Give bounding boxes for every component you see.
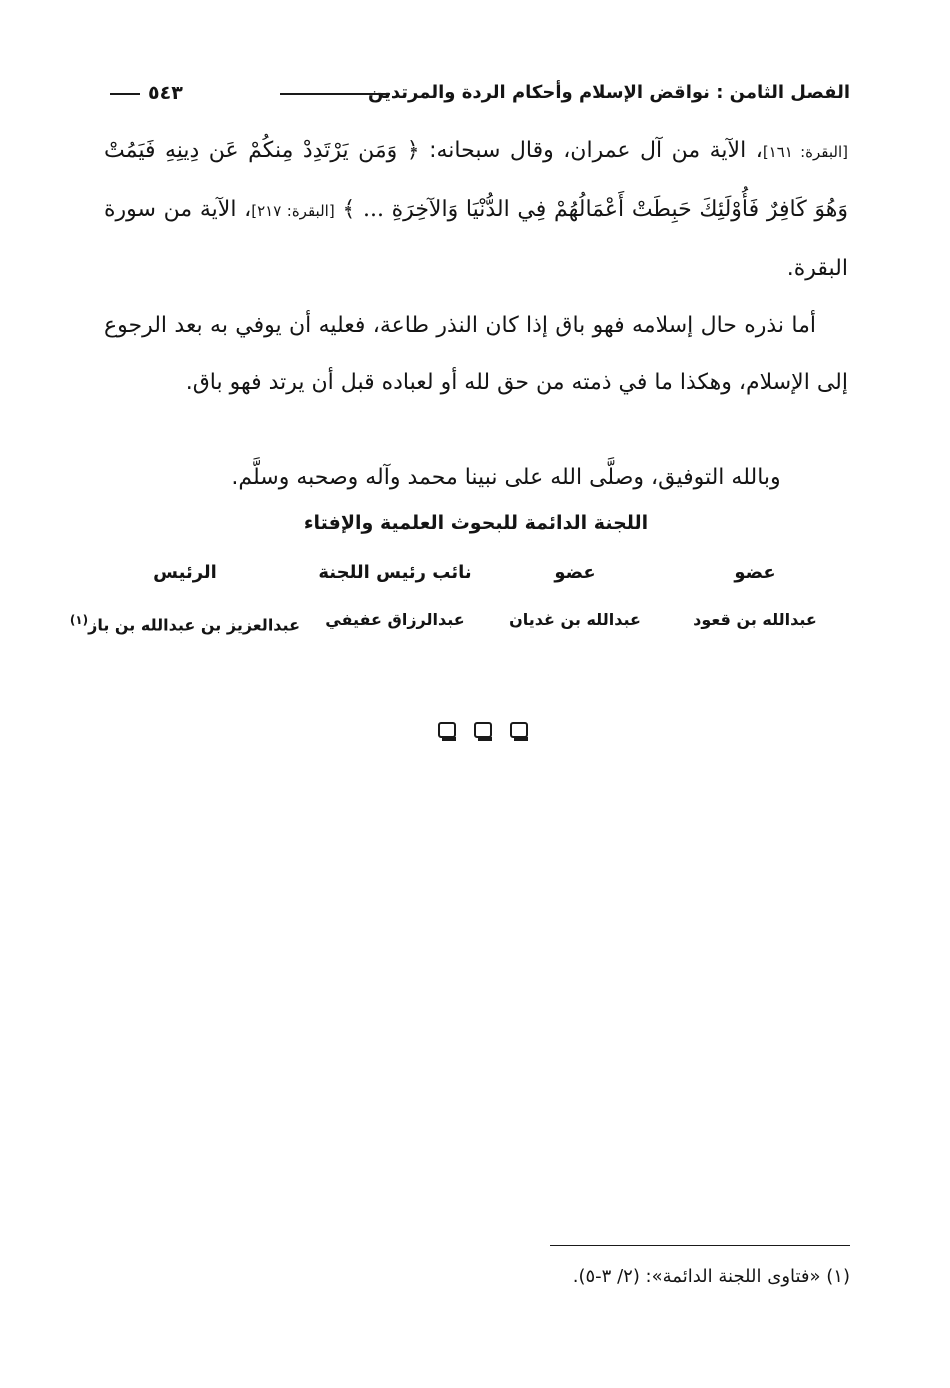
- member-role: نائب رئيس اللجنة: [318, 562, 472, 583]
- paragraph-2: أما نذره حال إسلامه فهو باق إذا كان النذر طاعة، فعليه أن يوفي به بعد الرجوع إلى الإسلام، وهكذا ما في ذمته من حق لله أو لعباده قبل أن يرتد فهو باق.: [104, 313, 848, 395]
- signature-member-1: [660, 555, 850, 635]
- header-rule-end: [110, 93, 140, 95]
- member-name: عبدالله بن غديان: [509, 610, 641, 629]
- paragraph-text: ، الآية من سورة البقرة.: [104, 197, 848, 281]
- chapter-title: الفصل الثامن : نواقض الإسلام وأحكام الردة والمرتدين: [367, 82, 850, 103]
- body-text: [104, 122, 848, 411]
- quran-verse: ﴿ وَمَن يَرْتَدِدْ مِنكُمْ عَن دِينِهِ فَيَمُتْ وَهُوَ كَافِرٌ فَأُوْلَئِكَ حَبِطَتْ أَعْمَالُهُمْ فِي الدُّنْيَا وَالآخِرَةِ ... ﴾: [104, 138, 848, 222]
- ornament-icon: [510, 722, 528, 738]
- paragraph-text: ، الآية من آل عمران، وقال سبحانه:: [419, 138, 763, 163]
- member-role: عضو: [554, 562, 596, 583]
- member-role: عضو: [734, 562, 776, 583]
- quran-reference: [البقرة: ١٦١]: [762, 143, 848, 161]
- signature-president: [69, 555, 300, 640]
- member-role: الرئيس: [153, 562, 217, 583]
- member-name: [69, 605, 300, 640]
- signature-vice-president: [300, 555, 490, 635]
- running-header: [110, 78, 850, 108]
- ornament-icon: [474, 722, 492, 738]
- closing-line: وبالله التوفيق، وصلَّى الله على نبينا محمد وآله وصحبه وسلَّم.: [231, 465, 781, 490]
- page-number: ٥٤٣: [140, 78, 191, 108]
- member-name-text: عبدالعزيز بن عبدالله بن باز: [88, 615, 300, 635]
- section-end-ornament: [438, 722, 528, 738]
- footnote-rule: [550, 1245, 850, 1246]
- member-name: عبدالله بن قعود: [693, 610, 817, 629]
- member-name: عبدالرزاق عفيفي: [325, 610, 465, 629]
- ornament-icon: [438, 722, 456, 738]
- footnote-marker: (١): [69, 613, 89, 627]
- paragraph-1: [104, 122, 848, 297]
- signature-member-2: [490, 555, 660, 635]
- header-rule: [280, 93, 390, 95]
- quran-reference: [البقرة: ٢١٧]: [251, 202, 335, 220]
- committee-title: اللجنة الدائمة للبحوث العلمية والإفتاء: [303, 512, 649, 534]
- signatures: [69, 555, 850, 655]
- footnote: (١) «فتاوى اللجنة الدائمة»: (٢/ ٣-٥).: [572, 1266, 850, 1287]
